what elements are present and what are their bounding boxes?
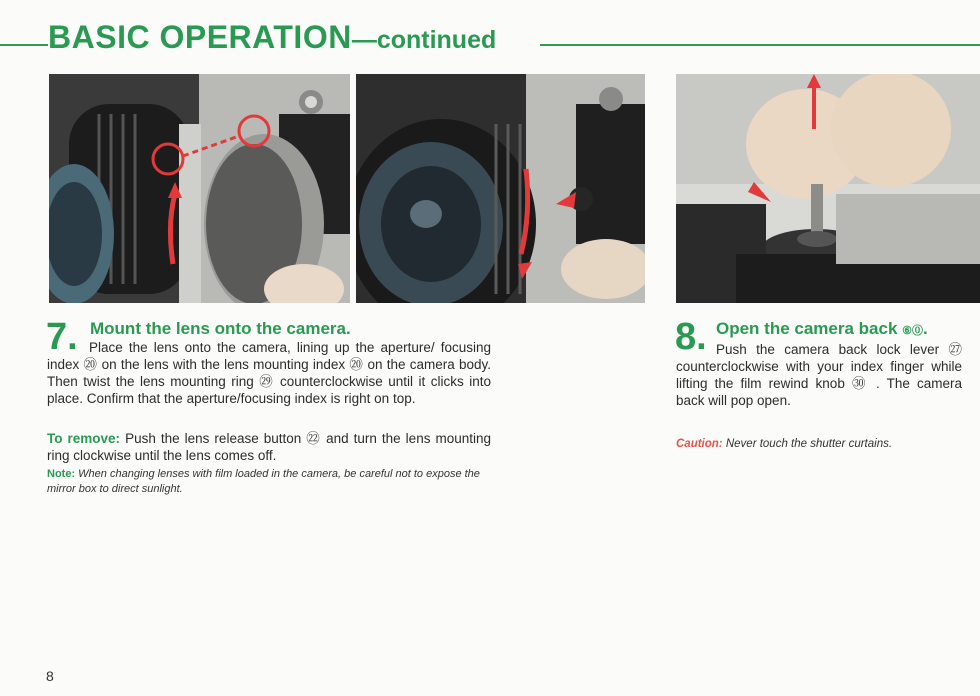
step-8-title-text: Open the camera back	[716, 319, 898, 338]
note-label: Note:	[47, 468, 76, 480]
step-8-title-ref: ⑥⓪	[902, 325, 924, 337]
header-subtitle: —continued	[351, 26, 497, 54]
step-8-body-text: Push the camera back lock lever ㉗ counterclockwise with your index finger while lifting the film rewind knob ㉚ . The camera back will pop open.	[676, 342, 962, 408]
caution-text: Never touch the shutter curtains.	[725, 438, 893, 450]
photo-camera-back	[676, 74, 980, 303]
page-number: 8	[46, 668, 54, 684]
photo-lens-alignment	[49, 74, 350, 303]
step-8-title: Open the camera back ⑥⓪.	[716, 319, 928, 338]
step-7-remove	[47, 430, 491, 464]
step-8-number: 8.	[675, 316, 707, 358]
step-8-body	[676, 341, 962, 409]
step-7-number: 7.	[46, 316, 78, 358]
photo-lens-twist	[356, 74, 645, 303]
step-7-body	[47, 339, 491, 407]
step-8-caution	[676, 438, 892, 450]
remove-text: Push the lens release button ㉒ and turn the lens mounting ring clockwise until the lens comes off.	[47, 431, 492, 463]
header-rule-left	[0, 44, 50, 46]
step-7-note	[47, 467, 491, 497]
remove-label: To remove:	[47, 431, 121, 446]
step-7-body-text: Place the lens onto the camera, lining up the aperture/ focusing index ⑳ on the lens with the lens mounting index ⑳ on the camera body. Then twist the lens mounting ring ㉙ counterclockwise until it clicks into place. Confirm that the aperture/focusing index is right on top.	[47, 340, 491, 406]
page-header	[48, 19, 500, 56]
header-rule-right	[540, 44, 980, 46]
step-7-title: Mount the lens onto the camera.	[90, 319, 351, 338]
caution-label: Caution:	[676, 438, 723, 450]
note-text: When changing lenses with film loaded in the camera, be careful not to expose the mirror box to direct sunlight.	[47, 468, 480, 495]
header-title: BASIC OPERATION	[48, 19, 352, 55]
